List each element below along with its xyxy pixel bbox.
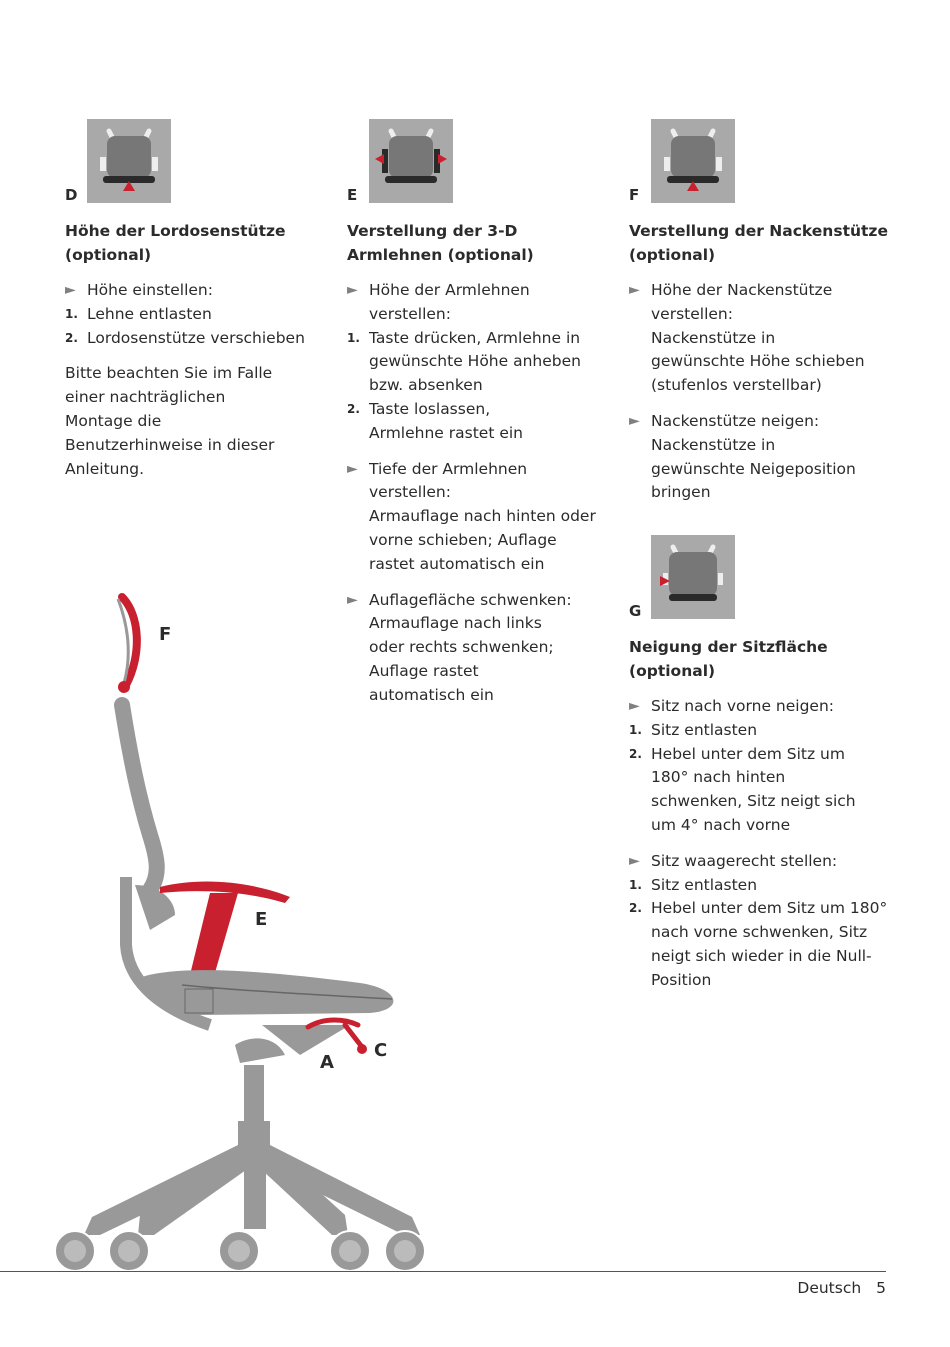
bullet-icon: ► (347, 282, 358, 298)
footer-rule (0, 1271, 886, 1272)
chair-icon-lumbar (87, 119, 171, 203)
chair-label-e: E (255, 909, 268, 930)
section-e: Verstellung der 3-D Armlehnen (optional) ► Höhe der Armlehnen verstellen: 1. Taste drücken, Armlehne in gewünschte Höhe anheben bzw. absenken 2. Taste loslassen, Armlehne rastet ein ► Tiefe der Armlehnen verstellen: Armauflage nach hinten oder vorne schieben; Auflage rastet automatisch ein ► Auflagefläche schwenken: Armauflage nach links oder rechts schwenken; Auflage rastet automatisch ein (347, 219, 607, 708)
bullet-icon: ► (629, 282, 640, 298)
section-g: Neigung der Sitzfläche (optional) ► Sitz nach vorne neigen: 1. Sitz entlasten 2. Hebel unter dem Sitz um 180° nach hinten schwenken, Sitz neigt sich um 4° nach vorne ► Sitz waagerecht stellen: 1. Sitz entlasten 2. Hebel unter dem Sitz um 180° nach vorne schwenken, Sitz neigt sich wieder in die Null-Position (629, 635, 899, 993)
section-letter-f: F (629, 186, 640, 204)
section-letter-e: E (347, 186, 358, 204)
page-number: 5 (876, 1279, 886, 1297)
section-d (65, 219, 335, 481)
chair-label-a: A (320, 1052, 334, 1073)
chair-icon-neckrest (651, 119, 735, 203)
section-d-list: ► Höhe einstellen: 1. Lehne entlasten 2. Lordosenstütze verschieben (65, 281, 305, 347)
bullet-icon: ► (347, 460, 358, 477)
chair-label-c: C (374, 1040, 388, 1061)
chair-icon-armrest (369, 119, 453, 203)
section-f: Verstellung der Nackenstütze (optional) ► Höhe der Nackenstütze verstellen: Nackenstütze in gewünschte Höhe schieben (stufenlos verstellbar) ► Nackenstütze neigen: Nackenstütze in gewünschte Neigeposition bringen (629, 219, 891, 505)
section-g-title: Neigung der Sitzfläche (optional) (629, 638, 828, 680)
bullet-icon: ► (629, 852, 640, 869)
section-e-title: Verstellung der 3-D Armlehnen (optional) (347, 222, 534, 264)
chair-label-f: F (159, 624, 172, 645)
section-letter-d: D (65, 186, 78, 204)
footer-language: Deutsch (797, 1279, 862, 1297)
bullet-icon: ► (65, 282, 76, 298)
section-letter-g: G (629, 602, 642, 620)
section-f-title: Verstellung der Nackenstütze (optional) (629, 222, 888, 264)
bullet-icon: ► (629, 412, 640, 429)
page-footer (797, 1279, 886, 1297)
section-d-note: Bitte beachten Sie im Falle einer nachträglichen Montage die Benutzerhinweise in dieser Anleitung. (65, 364, 275, 478)
chair-icon-seat-tilt (651, 535, 735, 619)
bullet-icon: ► (347, 591, 358, 608)
section-d-title: Höhe der Lordosenstütze (optional) (65, 222, 286, 264)
chair-illustration (0, 585, 460, 1275)
bullet-icon: ► (629, 698, 640, 714)
